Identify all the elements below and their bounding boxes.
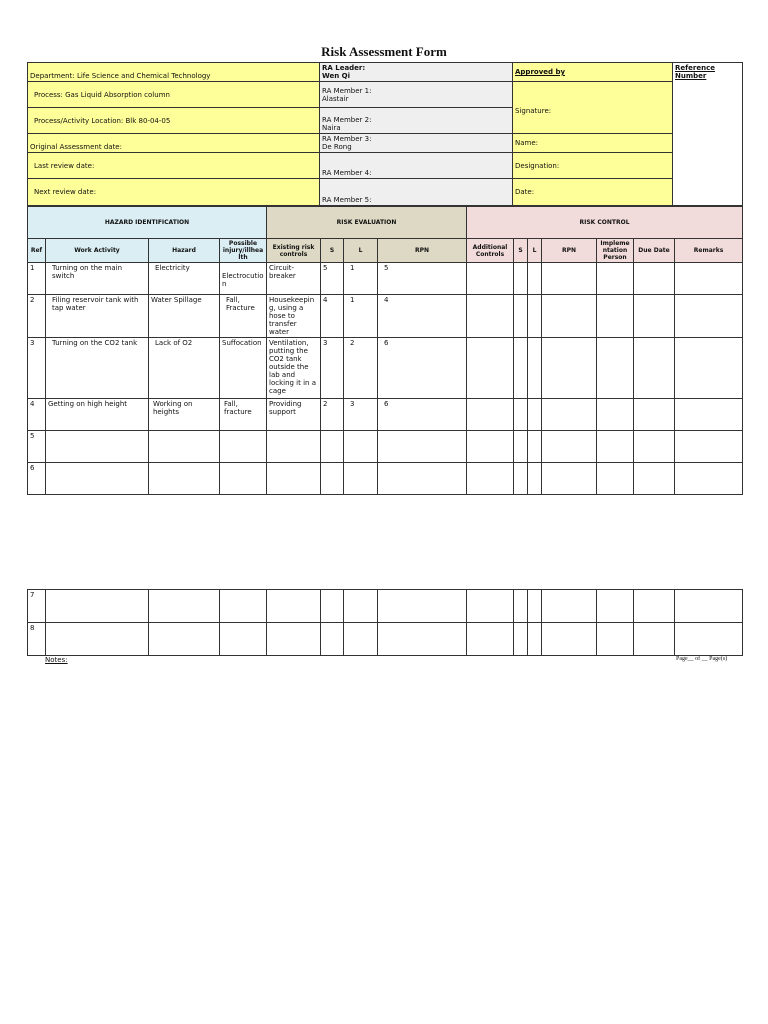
cell-injury xyxy=(220,590,267,623)
cell-hazard xyxy=(149,623,220,656)
cell-hazard xyxy=(149,431,220,463)
cell-injury: Suffocation xyxy=(220,338,267,399)
cell-l2 xyxy=(528,338,542,399)
cell-remarks xyxy=(675,431,743,463)
ra-member-1-label: RA Member 1: xyxy=(322,86,372,95)
cell-rpn2 xyxy=(542,463,597,495)
ra-member-2-label: RA Member 2: xyxy=(322,116,372,124)
col-remarks: Remarks xyxy=(675,239,743,263)
cell-activity xyxy=(46,623,149,656)
cell-additional xyxy=(467,338,514,399)
cell-l2 xyxy=(528,263,542,295)
cell-ref: 4 xyxy=(28,399,46,431)
ra-leader-label: RA Leader: xyxy=(322,64,366,72)
col-s: S xyxy=(321,239,344,263)
location-cell: Process/Activity Location: Blk 80-04-05 xyxy=(28,108,320,134)
page-count: Page__ of __ Page(s) xyxy=(676,656,728,662)
cell-rpn xyxy=(378,623,467,656)
cell-activity: Turning on the CO2 tank xyxy=(46,338,149,399)
notes-label: Notes: xyxy=(45,656,68,664)
cell-s2 xyxy=(514,295,528,338)
cell-rpn: 4 xyxy=(378,295,467,338)
cell-rpn xyxy=(378,590,467,623)
col-rpn: RPN xyxy=(378,239,467,263)
cell-activity: Getting on high height xyxy=(46,399,149,431)
col-s2: S xyxy=(514,239,528,263)
cell-s2 xyxy=(514,623,528,656)
cell-additional xyxy=(467,431,514,463)
table-row xyxy=(28,338,743,399)
cell-l2 xyxy=(528,399,542,431)
cell-s xyxy=(321,463,344,495)
risk-evaluation-header: RISK EVALUATION xyxy=(267,207,467,239)
cell-additional xyxy=(467,463,514,495)
col-implementation-person: Implementation Person xyxy=(597,239,634,263)
cell-s2 xyxy=(514,463,528,495)
cell-due xyxy=(634,263,675,295)
ra-member-3-label: RA Member 3: xyxy=(322,135,372,143)
cell-rpn xyxy=(378,463,467,495)
risk-table xyxy=(27,206,743,495)
cell-impl xyxy=(597,338,634,399)
cell-remarks xyxy=(675,295,743,338)
next-review-cell: Next review date: xyxy=(28,179,320,206)
cell-s xyxy=(321,623,344,656)
cell-s xyxy=(321,431,344,463)
cell-impl xyxy=(597,295,634,338)
ra-member-1-name: Alastair xyxy=(322,94,349,103)
designation-cell: Designation: xyxy=(513,153,673,179)
table-row xyxy=(28,263,743,295)
original-date-cell: Original Assessment date: xyxy=(28,134,320,153)
cell-ref: 2 xyxy=(28,295,46,338)
process-cell: Process: Gas Liquid Absorption column xyxy=(28,82,320,108)
cell-l xyxy=(344,431,378,463)
cell-due xyxy=(634,590,675,623)
cell-existing xyxy=(267,463,321,495)
name-cell: Name: xyxy=(513,134,673,153)
ra-member-3-name: De Rong xyxy=(322,143,352,151)
cell-additional xyxy=(467,263,514,295)
last-review-cell: Last review date: xyxy=(28,153,320,179)
cell-injury: Electrocution xyxy=(220,263,267,295)
cell-due xyxy=(634,623,675,656)
ra-member-1-cell xyxy=(320,82,513,108)
cell-existing xyxy=(267,623,321,656)
cell-s2 xyxy=(514,399,528,431)
cell-impl xyxy=(597,623,634,656)
ra-member-3-cell xyxy=(320,134,513,153)
cell-ref: 3 xyxy=(28,338,46,399)
cell-activity xyxy=(46,590,149,623)
cell-due xyxy=(634,338,675,399)
cell-impl xyxy=(597,263,634,295)
cell-l2 xyxy=(528,295,542,338)
cell-existing: Housekeeping, using a hose to transfer water xyxy=(267,295,321,338)
cell-s2 xyxy=(514,338,528,399)
cell-remarks xyxy=(675,263,743,295)
cell-s: 4 xyxy=(321,295,344,338)
col-additional-controls: Additional Controls xyxy=(467,239,514,263)
cell-activity xyxy=(46,431,149,463)
cell-hazard: Electricity xyxy=(149,263,220,295)
cell-ref: 1 xyxy=(28,263,46,295)
cell-ref: 7 xyxy=(28,590,46,623)
cell-l xyxy=(344,623,378,656)
cell-s2 xyxy=(514,263,528,295)
cell-remarks xyxy=(675,399,743,431)
cell-injury xyxy=(220,463,267,495)
cell-additional xyxy=(467,623,514,656)
hazard-identification-header: HAZARD IDENTIFICATION xyxy=(28,207,267,239)
ra-member-2-cell xyxy=(320,108,513,134)
cell-impl xyxy=(597,431,634,463)
table-row xyxy=(28,463,743,495)
cell-rpn2 xyxy=(542,431,597,463)
cell-hazard: Water Spillage xyxy=(149,295,220,338)
cell-due xyxy=(634,295,675,338)
cell-rpn: 6 xyxy=(378,399,467,431)
col-work-activity: Work Activity xyxy=(46,239,149,263)
cell-impl xyxy=(597,399,634,431)
cell-remarks xyxy=(675,463,743,495)
cell-l: 2 xyxy=(344,338,378,399)
ra-member-4-cell: RA Member 4: xyxy=(320,153,513,179)
col-l2: L xyxy=(528,239,542,263)
cell-due xyxy=(634,431,675,463)
cell-rpn xyxy=(378,431,467,463)
cell-activity: Turning on the main switch xyxy=(46,263,149,295)
cell-s2 xyxy=(514,590,528,623)
cell-l2 xyxy=(528,623,542,656)
cell-hazard xyxy=(149,463,220,495)
cell-s: 3 xyxy=(321,338,344,399)
cell-additional xyxy=(467,399,514,431)
cell-injury: Fall, Fracture xyxy=(220,295,267,338)
approved-by-cell xyxy=(513,63,673,82)
risk-control-header: RISK CONTROL xyxy=(467,207,743,239)
department-cell: Department: Life Science and Chemical Technology xyxy=(28,63,320,82)
ra-leader-cell xyxy=(320,63,513,82)
cell-activity xyxy=(46,463,149,495)
table-row xyxy=(28,399,743,431)
cell-remarks xyxy=(675,623,743,656)
cell-additional xyxy=(467,295,514,338)
cell-due xyxy=(634,399,675,431)
cell-due xyxy=(634,463,675,495)
reference-number-cell xyxy=(673,63,743,206)
col-due-date: Due Date xyxy=(634,239,675,263)
signature-cell: Signature: xyxy=(513,82,673,134)
cell-rpn2 xyxy=(542,295,597,338)
cell-rpn2 xyxy=(542,623,597,656)
cell-activity: Filing reservoir tank with tap water xyxy=(46,295,149,338)
ra-member-5-cell: RA Member 5: xyxy=(320,179,513,206)
cell-hazard xyxy=(149,590,220,623)
cell-l2 xyxy=(528,431,542,463)
cell-additional xyxy=(467,590,514,623)
cell-existing xyxy=(267,431,321,463)
cell-l: 3 xyxy=(344,399,378,431)
cell-injury: Fall, fracture xyxy=(220,399,267,431)
cell-remarks xyxy=(675,590,743,623)
header-table xyxy=(27,62,743,206)
table-row xyxy=(28,295,743,338)
col-l: L xyxy=(344,239,378,263)
table-row xyxy=(28,623,743,656)
cell-remarks xyxy=(675,338,743,399)
cell-existing: Ventilation, putting the CO2 tank outside the lab and locking it in a cage xyxy=(267,338,321,399)
table-row xyxy=(28,431,743,463)
cell-impl xyxy=(597,590,634,623)
cell-l xyxy=(344,463,378,495)
cell-injury xyxy=(220,431,267,463)
col-ref: Ref xyxy=(28,239,46,263)
cell-rpn2 xyxy=(542,263,597,295)
cell-existing xyxy=(267,590,321,623)
ra-member-2-name: Naira xyxy=(322,124,341,132)
cell-l2 xyxy=(528,463,542,495)
cell-ref: 6 xyxy=(28,463,46,495)
table-row xyxy=(28,590,743,623)
cell-existing: Providing support xyxy=(267,399,321,431)
cell-s2 xyxy=(514,431,528,463)
cell-injury xyxy=(220,623,267,656)
cell-hazard: Working on heights xyxy=(149,399,220,431)
reference-number-label: Reference Number xyxy=(675,64,716,80)
col-existing-controls: Existing risk controls xyxy=(267,239,321,263)
col-rpn2: RPN xyxy=(542,239,597,263)
cell-hazard: Lack of O2 xyxy=(149,338,220,399)
cell-rpn2 xyxy=(542,590,597,623)
cell-rpn2 xyxy=(542,338,597,399)
cell-rpn: 6 xyxy=(378,338,467,399)
cell-s: 5 xyxy=(321,263,344,295)
cell-rpn2 xyxy=(542,399,597,431)
ra-leader-name: Wen Qi xyxy=(322,72,350,80)
cell-l: 1 xyxy=(344,263,378,295)
date-cell: Date: xyxy=(513,179,673,206)
cell-impl xyxy=(597,463,634,495)
cell-l xyxy=(344,590,378,623)
cell-s xyxy=(321,590,344,623)
risk-table-continued xyxy=(27,589,743,656)
cell-ref: 8 xyxy=(28,623,46,656)
cell-s: 2 xyxy=(321,399,344,431)
approved-by-label: Approved by xyxy=(515,68,566,76)
cell-l2 xyxy=(528,590,542,623)
cell-ref: 5 xyxy=(28,431,46,463)
col-injury: Possible injury/illhealth xyxy=(220,239,267,263)
page-title: Risk Assessment Form xyxy=(321,44,447,59)
cell-l: 1 xyxy=(344,295,378,338)
cell-rpn: 5 xyxy=(378,263,467,295)
cell-existing: Circuit-breaker xyxy=(267,263,321,295)
col-hazard: Hazard xyxy=(149,239,220,263)
